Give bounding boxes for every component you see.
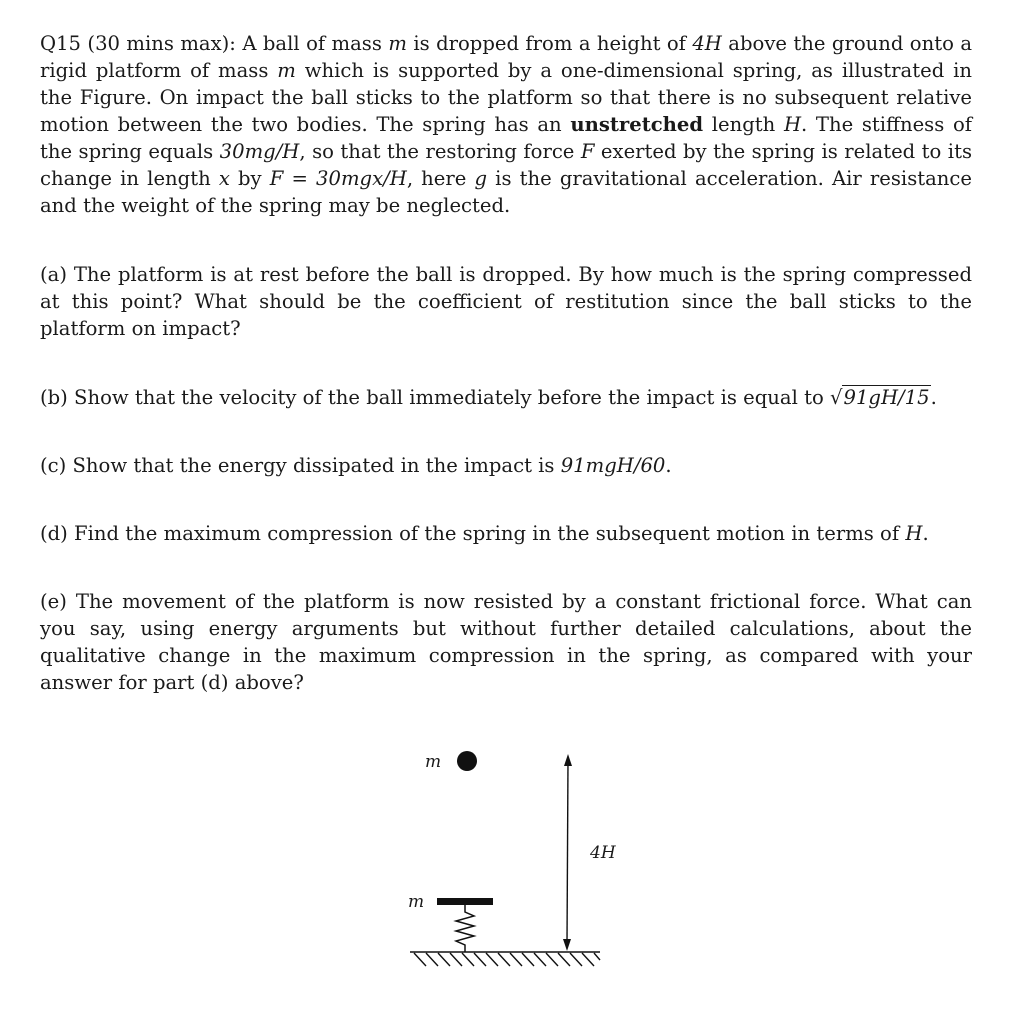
part-d: (d) Find the maximum compression of the spring in the subsequent motion in terms of H. xyxy=(40,522,929,545)
part-a: (a) The platform is at rest before the ball is dropped. By how much is the spring compressed at this point? What should be the coefficient of restitution since the ball sticks to the platform on impact? xyxy=(40,263,972,340)
height-label: 4H xyxy=(590,843,616,863)
double-arrow-icon xyxy=(563,754,572,951)
spring-icon xyxy=(456,905,474,952)
spring-platform-figure xyxy=(400,740,620,980)
part-e: (e) The movement of the platform is now resisted by a constant frictional force. What can you say, using energy arguments but without further detailed calculations, about the qualitative change in the maximum compression in the spring, as compared with your answer for part (d) above? xyxy=(40,590,972,694)
sqrt-icon: √ xyxy=(829,386,843,409)
platform-mass-label: m xyxy=(408,892,425,912)
sqrt-expression: √91gH/15 xyxy=(829,386,930,409)
part-c: (c) Show that the energy dissipated in the impact is 91mgH/60. xyxy=(40,454,672,477)
part-b: (b) Show that the velocity of the ball immediately before the impact is equal to √91gH/15. xyxy=(40,386,937,409)
ball-mass-label: m xyxy=(425,752,442,772)
time-limit: (30 mins max): xyxy=(87,32,236,55)
question-number: Q15 xyxy=(40,32,81,55)
ground-hatch-icon xyxy=(410,952,600,966)
question-intro: Q15 (30 mins max): A ball of mass m is dropped from a height of 4H above the ground onto a rigid platform of mass m which is supported by a one-dimensional spring, as illustrated in the Figure. On impact the ball sticks to the platform so that there is no subsequent relative motion between the two bodies. The spring has an unstretched length H. The stiffness of the spring equals 30mg/H, so that the restoring force F exerted by the spring is related to its change in length x by F = 30mgx/H, here g is the gravitational acceleration. Air resistance and the weight of the spring may be neglected. xyxy=(40,32,973,217)
platform-icon xyxy=(437,898,493,905)
emphasis-unstretched: unstretched xyxy=(570,113,704,136)
ball-icon xyxy=(457,751,477,771)
